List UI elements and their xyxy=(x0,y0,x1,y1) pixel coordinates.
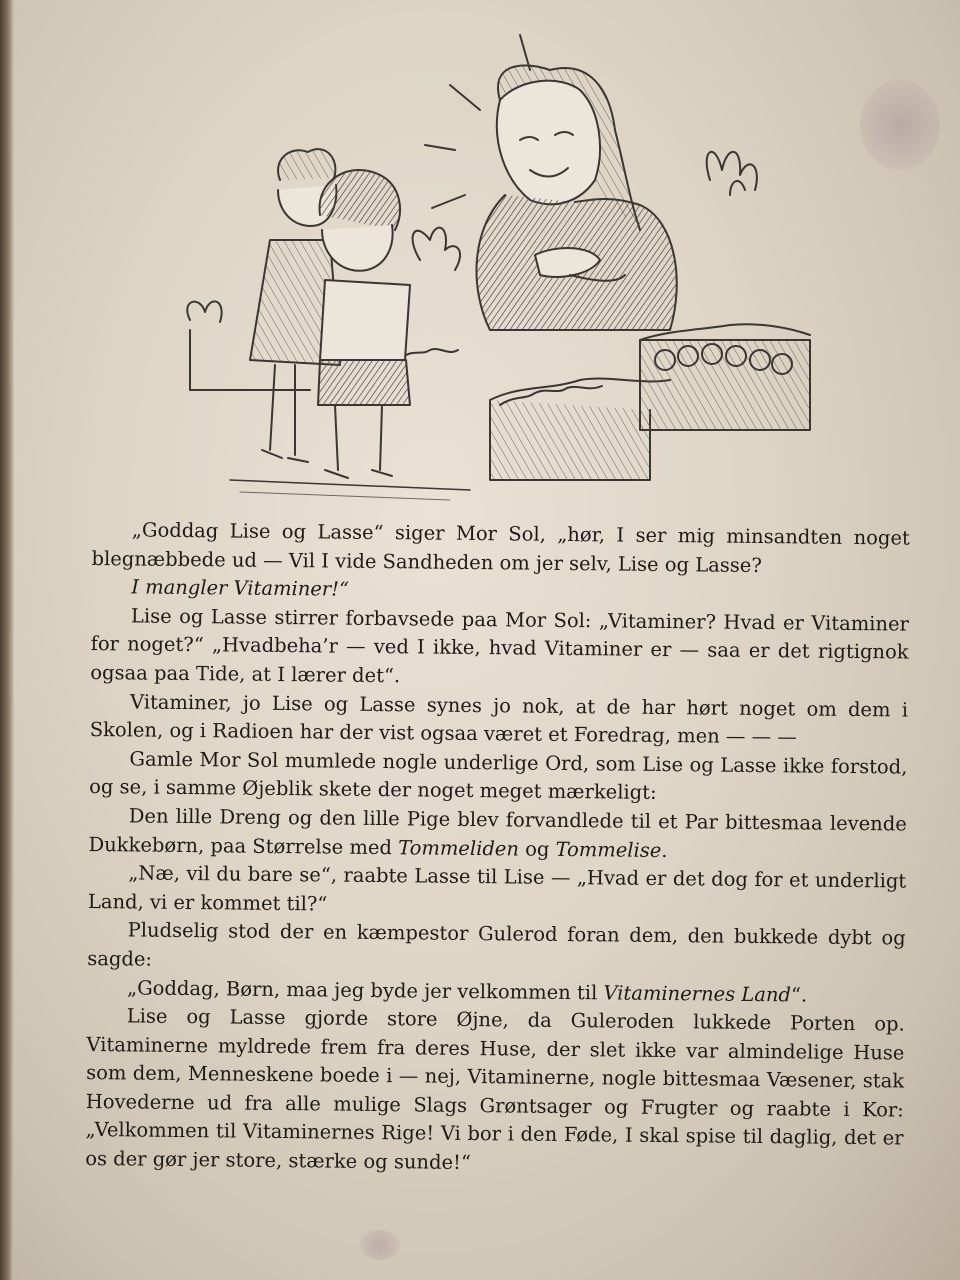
text-segment: Gamle Mor Sol mumlede nogle underlige Ord, som Lise og Lasse ikke forstod, og se, i samme Øjeblik skete der noget meget mærkeligt: xyxy=(89,747,908,805)
paragraph xyxy=(87,916,906,982)
illustration-mother-sun-and-children xyxy=(170,30,830,510)
paragraph xyxy=(91,516,910,582)
text-segment: „Næ, vil du bare se“, raabte Lasse til Lise — „Hvad er det dog for et underligt Land, vi er kommet til?“ xyxy=(87,861,907,916)
italic-text: Tommeliden xyxy=(398,835,520,861)
text-segment: Den lille Dreng og den lille Pige blev forvandlede til et Par bittesmaa levende Dukkebørn, paa Størrelse med xyxy=(88,804,907,859)
text-segment: og xyxy=(518,837,556,861)
paper-stain xyxy=(360,1230,400,1260)
text-segment: . xyxy=(661,838,668,862)
text-segment: Lise og Lasse gjorde store Øjne, da Guleroden lukkede Porten op. Vitaminerne myldrede frem fra deres Huse, der slet ikke var almindelige Huse som dem, Menneskene boede i — nej, Vitaminerne, nogle bittesmaa Væsener, stak Hovederne ud fra alle mulige Slags Grøntsager og Frugter og raabte i Kor: „Velkommen til Vitaminernes Rige! Vi bor i den Føde, I skal spise til daglig, det er os der gør jer store, stærke og sunde!“ xyxy=(85,1004,905,1175)
text-segment: Lise og Lasse stirrer forbavsede paa Mor Sol: „Vitaminer? Hvad er Vitaminer for noget?“ „Hvadbeha’r — ved I ikke, hvad Vitaminer er — saa er det rigtignok ogsaa paa Tide, at I lærer det“. xyxy=(90,604,910,688)
paragraph xyxy=(88,859,907,925)
paragraph xyxy=(88,802,907,868)
paragraph xyxy=(89,745,908,811)
paragraph xyxy=(90,688,909,754)
text-segment: Vitaminer, jo Lise og Lasse synes jo nok, at de har hørt noget om dem i Skolen, og i Radioen har der vist ogsaa været et Foredrag, men — — — xyxy=(89,689,909,749)
book-spine-edge xyxy=(0,0,14,1280)
text-segment: „Goddag, Børn, maa jeg byde jer velkommen til xyxy=(126,975,604,1004)
story-text xyxy=(85,516,910,1182)
italic-text: Vitaminernes Land xyxy=(603,980,792,1006)
text-segment: “. xyxy=(790,982,808,1007)
text-segment: Pludselig stod der en kæmpestor Gulerod foran dem, den bukkede dybt og sagde: xyxy=(87,918,906,971)
paragraph xyxy=(90,602,909,696)
paper-stain xyxy=(860,80,940,170)
italic-text: Tommelise xyxy=(555,837,662,862)
paragraph xyxy=(85,1002,905,1182)
text-segment: „Goddag Lise og Lasse“ siger Mor Sol, „hør, I ser mig minsandten noget blegnæbbede ud — Vil I vide Sandheden om jer selv, Lise og Lasse? xyxy=(91,518,910,577)
italic-text: I mangler Vitaminer!“ xyxy=(131,575,350,601)
